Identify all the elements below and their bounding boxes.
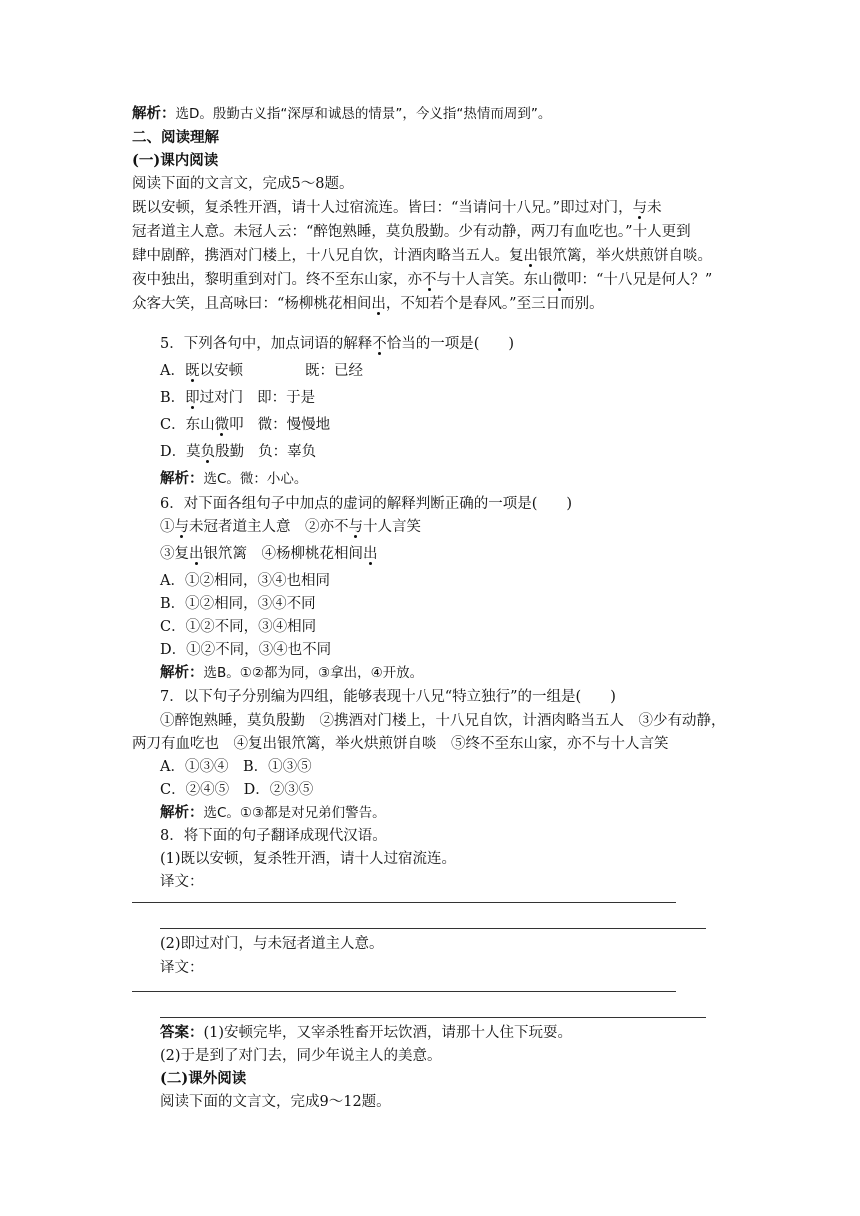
question-7-sentences-2: 两刀有血吃也 ④复出银笊篱，举火烘煎饼自啖 ⑤终不至东山家，亦不与十人言笑 xyxy=(132,736,669,752)
answer-line-1: 答案：(1)安顿完毕，又宰杀牲畜开坛饮酒，请那十人住下玩耍。 xyxy=(160,1024,573,1041)
translation-label-2: 译文： xyxy=(160,960,204,976)
question-8-sentence-2: (2)即过对门，与未冠者道主人意。 xyxy=(160,936,384,952)
analysis-line-6: 解析：选B。①②都为同，③拿出，④开放。 xyxy=(160,664,424,681)
passage-line-4: 夜中独出，黎明重到对门。终不至东山家，亦不与十人言笑。东山微叩：“十八兄是何人？” xyxy=(132,272,713,288)
subsection-heading-extracurricular: (二)课外阅读 xyxy=(160,1070,247,1087)
translation-label-1: 译文： xyxy=(160,874,204,890)
reading-instruction-1: 阅读下面的文言文，完成5～8题。 xyxy=(132,176,354,192)
question-7: 7．以下句子分别编为四组，能够表现十八兄“特立独行”的一组是( ) xyxy=(160,689,616,705)
option-7ab: A．①③④ B．①③⑤ xyxy=(160,759,312,775)
subsection-heading-in-class: (一)课内阅读 xyxy=(132,152,219,169)
analysis-line-5: 解析：选C。微：小心。 xyxy=(160,470,308,487)
section-heading-reading: 二、阅读理解 xyxy=(132,129,219,146)
answer-line xyxy=(160,1017,706,1018)
passage-line-1: 既以安顿，复杀牲开酒，请十人过宿流连。皆曰：“当请问十八兄。”即过对门，与未 xyxy=(132,200,662,216)
option-5b: B．即过对门 即：于是 xyxy=(160,390,316,406)
option-7cd: C．②④⑤ D．②③⑤ xyxy=(160,782,314,798)
answer-line-2: (2)于是到了对门去，同少年说主人的美意。 xyxy=(160,1048,442,1064)
option-6d: D．①②不同，③④也不同 xyxy=(160,642,332,658)
question-6: 6．对下面各组句子中加点的虚词的解释判断正确的一项是( ) xyxy=(160,496,573,512)
passage-line-3: 肆中剧醉，携酒对门楼上，十八兄自饮，计酒肉略当五人。复出银笊篱，举火烘煎饼自啖。 xyxy=(132,248,712,264)
question-8-sentence-1: (1)既以安顿，复杀牲开酒，请十人过宿流连。 xyxy=(160,851,457,867)
answer-line xyxy=(160,928,706,929)
question-8: 8．将下面的句子翻译成现代汉语。 xyxy=(160,828,387,844)
option-5d: D．莫负殷勤 负：辜负 xyxy=(160,444,317,460)
passage-line-5: 众客大笑，且高咏曰：“杨柳桃花相间出，不知若个是春风。”至三日而别。 xyxy=(132,296,604,312)
passage-line-2: 冠者道主人意。未冠人云：“醉饱熟睡，莫负殷勤。少有动静，两刀有血吃也。”十人更到 xyxy=(132,224,691,240)
question-5: 5．下列各句中，加点词语的解释不恰当的一项是( ) xyxy=(160,336,515,352)
option-5a: A．既以安顿 既：已经 xyxy=(160,363,363,379)
option-5c: C．东山微叩 微：慢慢地 xyxy=(160,417,331,433)
answer-line xyxy=(132,991,676,992)
answer-line xyxy=(132,902,676,903)
analysis-line-1: 解析：选D。殷勤古义指“深厚和诚恳的情景”，今义指“热情而周到”。 xyxy=(132,105,552,122)
option-6c: C．①②不同，③④相同 xyxy=(160,619,317,635)
question-7-sentences-1: ①醉饱熟睡，莫负殷勤 ②携酒对门楼上，十八兄自饮，计酒肉略当五人 ③少有动静， xyxy=(160,713,726,729)
question-6-pair-2: ③复出银笊篱 ④杨柳桃花相间出 xyxy=(160,546,378,562)
option-6a: A．①②相同，③④也相同 xyxy=(160,573,330,589)
option-6b: B．①②相同，③④不同 xyxy=(160,596,316,612)
analysis-line-7: 解析：选C。①③都是对兄弟们警告。 xyxy=(160,804,386,821)
question-6-pair-1: ①与未冠者道主人意 ②亦不与十人言笑 xyxy=(160,519,421,535)
reading-instruction-2: 阅读下面的文言文，完成9～12题。 xyxy=(160,1094,391,1110)
